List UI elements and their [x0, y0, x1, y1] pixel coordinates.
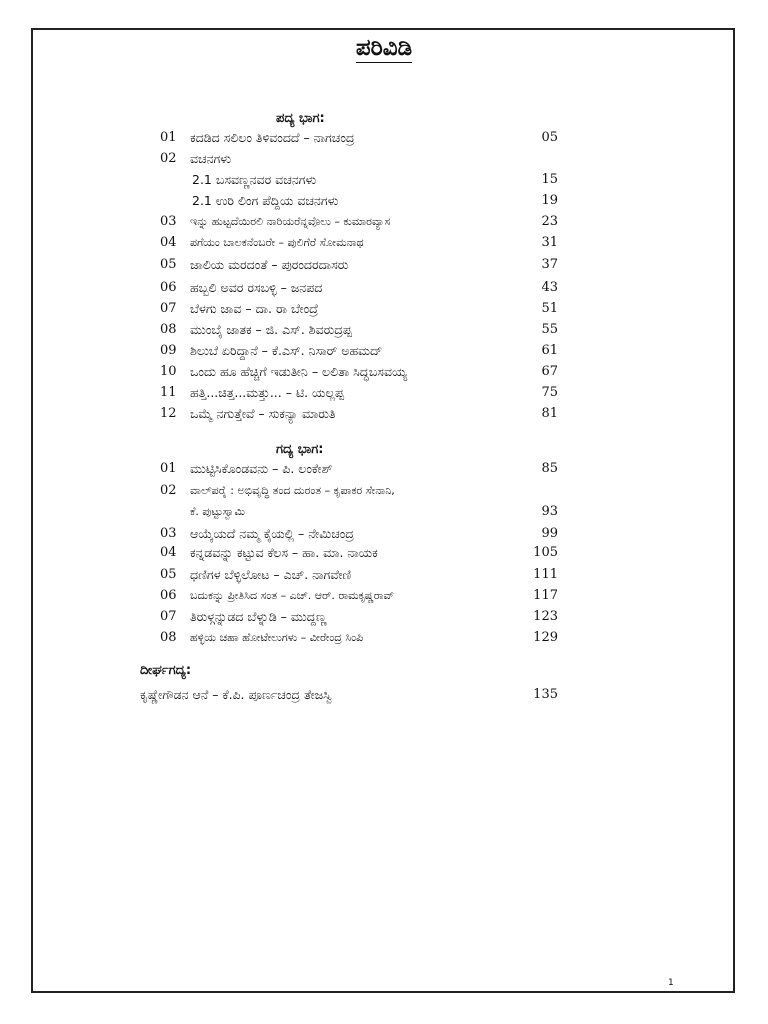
toc-row[interactable]	[0, 212, 768, 232]
toc-page: 111	[533, 567, 558, 582]
toc-title: ಹಳ್ಳಿಯ ಚಹಾ ಹೋಟೇಲುಗಳು – ವೀರೇಂದ್ರ ಸಿಂಪಿ	[190, 631, 364, 644]
toc-row[interactable]	[0, 383, 768, 403]
toc-page: 67	[541, 364, 558, 379]
toc-title: ಶಿಲುಬೆ ಏರಿದ್ದಾನೆ – ಕೆ.ಎಸ್. ನಿಸಾರ್ ಅಹಮದ್	[190, 343, 383, 358]
toc-title: ಆಯ್ಕೆಯದೆ ನಮ್ಮ ಕೈಯಲ್ಲಿ – ನೇಮಿಚಂದ್ರ	[190, 526, 354, 541]
toc-row[interactable]	[0, 128, 768, 148]
toc-title: ಕೆ. ಪುಟ್ಟುಸ್ವಾಮಿ	[190, 505, 246, 518]
toc-page: 15	[541, 172, 558, 187]
toc-row[interactable]	[0, 524, 768, 544]
toc-row[interactable]	[0, 320, 768, 340]
toc-row[interactable]	[0, 341, 768, 361]
toc-title: ತಿರುಳ್ಗನ್ನುಡದ ಬೆಳ್ನುಡಿ – ಮುದ್ದಣ್ಣ	[190, 609, 327, 624]
toc-row[interactable]	[0, 299, 768, 319]
toc-title: ಕದಡಿದ ಸಲಿಲಂ ತಿಳಿವಂದದೆ – ನಾಗಚಂದ್ರ	[190, 130, 355, 145]
toc-title: ಧಣಿಗಳ ಬೆಳ್ಳಿಲೋಟ – ಎಚ್. ನಾಗವೇಣಿ	[190, 567, 352, 582]
toc-title: ಮುಟ್ಟಿಸಿಕೊಂಡವನು – ಪಿ. ಲಂಕೇಶ್	[190, 461, 333, 476]
toc-page: 05	[541, 130, 558, 145]
toc-number: 02	[160, 483, 177, 498]
toc-number: 08	[160, 630, 177, 645]
toc-title: ಇನ್ನು ಹುಟ್ಟದೆಯಿರಲಿ ನಾರಿಯರೆನ್ನವೊಲು – ಕುಮಾರವ್ಯಾಸ	[190, 215, 391, 228]
page-number: 1	[668, 978, 674, 988]
toc-title: ಒಂದು ಹೂ ಹೆಚ್ಚಿಗೆ ಇಡುತೀನಿ – ಲಲಿತಾ ಸಿದ್ಧಬಸವಯ್ಯ	[190, 364, 408, 379]
deerghagadya-heading: ದೀರ್ಘಗದ್ಯ:	[140, 663, 192, 678]
toc-number: 05	[160, 257, 177, 272]
page-title: ಪರಿವಿಡಿ	[355, 35, 413, 61]
toc-number: 11	[160, 385, 177, 400]
toc-title: 2.1 ಉರಿ ಲಿಂಗ ಪೆದ್ದಿಯ ವಚನಗಳು	[192, 193, 339, 208]
toc-page: 129	[533, 630, 558, 645]
toc-title: ಹತ್ತಿ...ಚಿತ್ತ...ಮತ್ತು... – ಟಿ. ಯಲ್ಲಪ್ಪ	[190, 385, 345, 400]
toc-page: 19	[541, 193, 558, 208]
toc-row[interactable]	[0, 481, 768, 501]
toc-title: ಬೆಳಗು ಜಾವ – ದಾ. ರಾ ಬೇಂದ್ರೆ	[190, 301, 319, 316]
gadya-heading: ಗದ್ಯ ಭಾಗ:	[276, 442, 324, 457]
toc-title: ಪಗೆಯಂ ಬಾಲಕನೆಂಬರೇ – ಪುಲಿಗೆರೆ ಸೋಮನಾಥ	[190, 236, 364, 249]
toc-row[interactable]	[0, 362, 768, 382]
padya-heading: ಪದ್ಯ ಭಾಗ:	[276, 111, 325, 126]
toc-page: 85	[541, 461, 558, 476]
toc-row[interactable]	[0, 255, 768, 275]
toc-number: 01	[160, 130, 177, 145]
toc-number: 06	[160, 588, 177, 603]
toc-row[interactable]	[0, 278, 768, 298]
toc-number: 07	[160, 609, 177, 624]
toc-row[interactable]	[0, 502, 768, 522]
toc-title: ಕೃಷ್ಣೇಗೌಡನ ಆನೆ – ಕೆ.ಪಿ. ಪೂರ್ಣಚಂದ್ರ ತೇಜಸ್ವಿ	[140, 687, 332, 702]
toc-page: 135	[533, 687, 558, 702]
toc-number: 09	[160, 343, 177, 358]
toc-page: 81	[541, 406, 558, 421]
toc-number: 05	[160, 567, 177, 582]
toc-page: 123	[533, 609, 558, 624]
toc-page: 43	[541, 280, 558, 295]
toc-number: 04	[160, 235, 177, 250]
toc-title: ಬದುಕನ್ನು ಪ್ರೀತಿಸಿದ ಸಂತ – ಎಚ್. ಆರ್. ರಾಮಕೃಷ್ಣರಾವ್	[190, 589, 395, 602]
toc-page: 23	[541, 214, 558, 229]
toc-row[interactable]	[0, 459, 768, 479]
toc-title: ಕನ್ನಡವನ್ನು ಕಟ್ಟುವ ಕೆಲಸ – ಹಾ. ಮಾ. ನಾಯಕ	[190, 545, 378, 560]
toc-row[interactable]	[0, 233, 768, 253]
toc-title: 2.1 ಬಸವಣ್ಣನವರ ವಚನಗಳು	[192, 172, 317, 187]
toc-page: 105	[533, 545, 558, 560]
toc-number: 01	[160, 461, 177, 476]
toc-row[interactable]	[0, 191, 768, 211]
toc-page: 93	[541, 504, 558, 519]
toc-row[interactable]	[0, 628, 768, 648]
toc-title: ಹಬ್ಬಲಿ ಅವರ ರಸಬಳ್ಳಿ – ಜನಪದ	[190, 280, 323, 295]
toc-page: 99	[541, 526, 558, 541]
toc-row[interactable]	[0, 586, 768, 606]
toc-title: ಮುಂಬೈ ಜಾತಕ – ಜಿ. ಎಸ್. ಶಿವರುದ್ರಪ್ಪ	[190, 322, 352, 337]
toc-row[interactable]	[0, 565, 768, 585]
toc-number: 06	[160, 280, 177, 295]
toc-title: ಒಮ್ಮೆ ನಗುತ್ತೇವೆ – ಸುಕನ್ಯಾ ಮಾರುತಿ	[190, 406, 336, 421]
toc-row[interactable]	[0, 685, 768, 705]
toc-number: 02	[160, 151, 177, 166]
toc-title: ಜಾಲಿಯ ಮರದಂತೆ – ಪುರಂದರದಾಸರು	[190, 257, 349, 272]
toc-number: 12	[160, 406, 177, 421]
toc-page: 37	[541, 257, 558, 272]
toc-number: 04	[160, 545, 177, 560]
toc-page: 117	[533, 588, 558, 603]
toc-page: 55	[541, 322, 558, 337]
toc-number: 03	[160, 214, 177, 229]
toc-page: 61	[541, 343, 558, 358]
toc-number: 03	[160, 526, 177, 541]
toc-number: 08	[160, 322, 177, 337]
toc-title: ವಚನಗಳು	[190, 151, 232, 166]
toc-row[interactable]	[0, 543, 768, 563]
toc-page: 31	[541, 235, 558, 250]
toc-row[interactable]	[0, 404, 768, 424]
toc-number: 10	[160, 364, 177, 379]
toc-title: ವಾಲ್‌ಪರೈ : ಅಭಿವೃದ್ಧಿ ತಂದ ದುರಂತ – ಕೃಪಾಕರ ಸೇನಾನಿ,	[190, 484, 395, 497]
toc-row[interactable]	[0, 149, 768, 169]
toc-page: 51	[541, 301, 558, 316]
toc-page: 75	[541, 385, 558, 400]
toc-row[interactable]	[0, 170, 768, 190]
toc-number: 07	[160, 301, 177, 316]
toc-row[interactable]	[0, 607, 768, 627]
